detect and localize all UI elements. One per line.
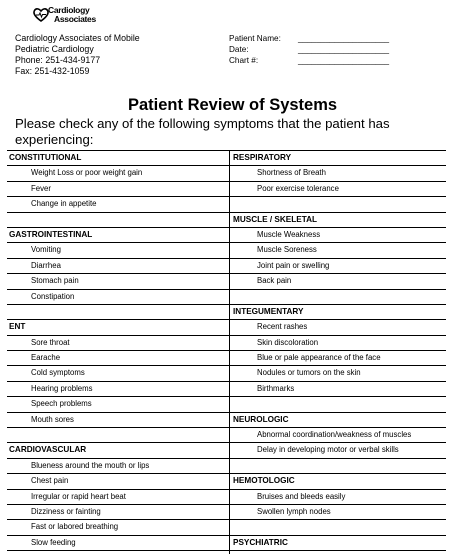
patient-name-line[interactable]: ____________________ [298,34,390,43]
practice-phone: Phone: 251-434-9177 [15,55,101,65]
symptom-row[interactable]: Speech problems [7,397,229,412]
symptom-row[interactable]: Dizziness or fainting [7,505,229,520]
intro-text: Please check any of the following symptoms that the patient has experiencing: [15,116,390,147]
symptom-row[interactable]: Poor exercise tolerance [229,182,446,197]
blank-row [229,520,446,535]
symptom-row[interactable]: Hearing problems [7,382,229,397]
symptom-row[interactable]: Diarrhea [7,259,229,274]
heart-icon [33,7,49,23]
section-header: MUSCLE / SKELETAL [229,213,446,228]
blank-row [229,290,446,305]
practice-logo [33,5,113,31]
blank-row [7,213,229,228]
symptom-row[interactable]: Bruises and bleeds easily [229,490,446,505]
symptom-row[interactable]: Fever [7,182,229,197]
section-header: RESPIRATORY [229,151,446,166]
chart-number-field[interactable] [229,55,389,66]
symptom-row[interactable]: Chest pain [7,474,229,489]
logo-line-2: Associates [54,13,96,24]
symptom-row[interactable]: Abnormal coordination/weakness of muscles [229,428,446,443]
practice-dept: Pediatric Cardiology [15,44,94,54]
symptom-row[interactable]: Muscle Soreness [229,243,446,258]
symptom-row[interactable]: Mouth sores [7,413,229,428]
date-field[interactable] [229,44,389,55]
symptom-row[interactable]: Shortness of Breath [229,166,446,181]
patient-fields [229,33,389,66]
right-column [229,151,446,551]
section-header: INTEGUMENTARY [229,305,446,320]
patient-name-label: Patient Name: [229,34,281,43]
blank-row [229,197,446,212]
section-header: PSYCHIATRIC [229,536,446,551]
symptom-row[interactable]: Swollen lymph nodes [229,505,446,520]
section-header: GASTROINTESTINAL [7,228,229,243]
symptom-row[interactable]: Change in appetite [7,197,229,212]
symptom-row[interactable]: Vomiting [7,243,229,258]
symptom-row[interactable]: Blueness around the mouth or lips [7,459,229,474]
symptom-row[interactable]: Slow feeding [7,536,229,551]
left-column [7,151,229,551]
symptom-row[interactable]: Constipation [7,290,229,305]
date-label: Date: [229,45,249,54]
blank-row [229,397,446,412]
practice-fax: Fax: 251-432-1059 [15,66,90,76]
symptom-row[interactable]: Recent rashes [229,320,446,335]
blank-row [7,428,229,443]
practice-name: Cardiology Associates of Mobile [15,33,140,43]
symptom-row[interactable]: Skin discoloration [229,336,446,351]
section-header: CONSTITUTIONAL [7,151,229,166]
section-header: CARDIOVASCULAR [7,443,229,458]
blank-row [229,459,446,474]
practice-info [15,33,140,77]
symptom-row[interactable]: Sore throat [7,336,229,351]
symptom-row[interactable]: Fast or labored breathing [7,520,229,535]
section-header: NEUROLOGIC [229,413,446,428]
logo-line-1: Cardiology [48,5,90,15]
symptom-row[interactable]: Muscle Weakness [229,228,446,243]
symptom-row[interactable]: Stomach pain [7,274,229,289]
blank-row [7,305,229,320]
symptom-row[interactable]: Nodules or tumors on the skin [229,366,446,381]
symptom-row[interactable]: Weight Loss or poor weight gain [7,166,229,181]
symptom-row[interactable]: Irregular or rapid heart beat [7,490,229,505]
page-title: Patient Review of Systems [128,96,338,114]
chart-number-label: Chart #: [229,56,259,65]
symptom-row[interactable]: Cold symptoms [7,366,229,381]
patient-name-field[interactable] [229,33,389,44]
symptom-row[interactable]: Earache [7,351,229,366]
date-line[interactable]: ____________________ [298,45,390,54]
symptom-row[interactable]: Birthmarks [229,382,446,397]
section-header: HEMOTOLOGIC [229,474,446,489]
symptoms-table [7,150,446,547]
symptom-row[interactable]: Back pain [229,274,446,289]
chart-number-line[interactable]: ____________________ [298,56,390,65]
symptom-row[interactable]: Delay in developing motor or verbal skills [229,443,446,458]
symptom-row[interactable]: Blue or pale appearance of the face [229,351,446,366]
symptom-row[interactable]: Joint pain or swelling [229,259,446,274]
section-header: ENT [7,320,229,335]
